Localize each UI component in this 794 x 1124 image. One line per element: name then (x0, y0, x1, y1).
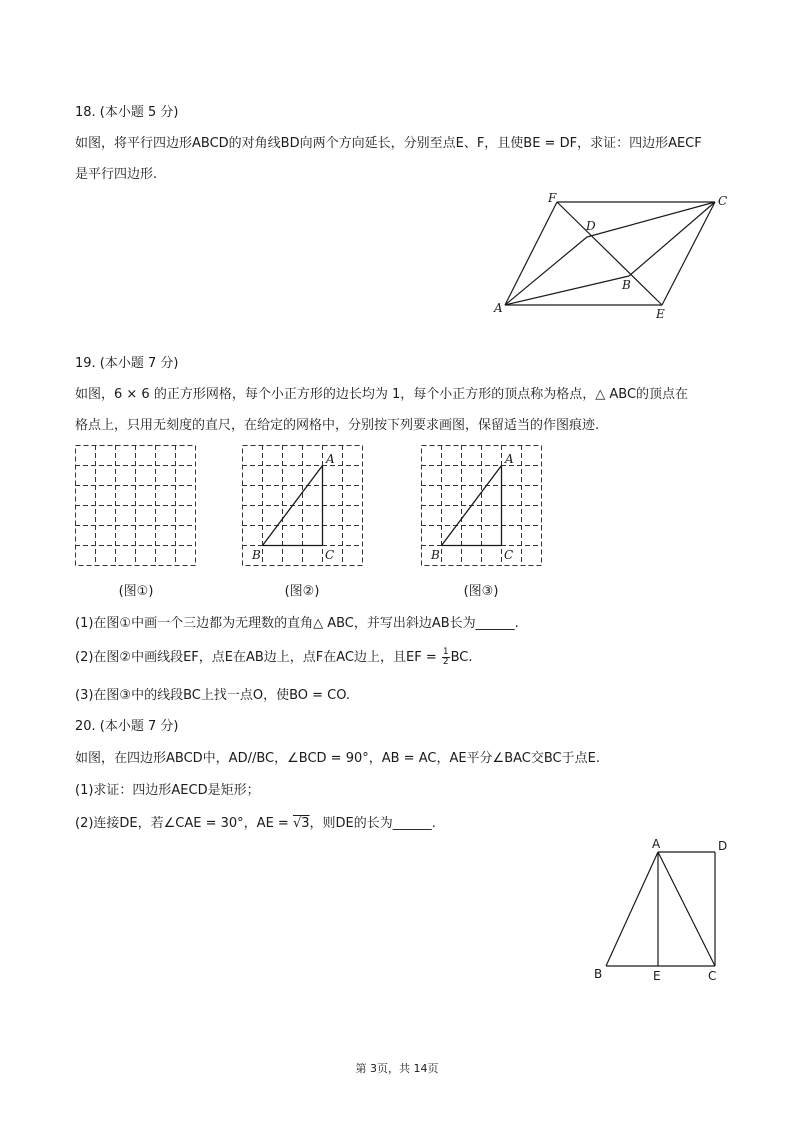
q20-text-line1: 如图，在四边形ABCD中，AD//BC，∠BCD = 90°，AB = AC，AE平分∠BAC交BC于点E. (75, 751, 600, 766)
q19-g3-label-B: B (431, 548, 440, 562)
q19-g3-label-C: C (504, 548, 514, 562)
q18-label-C: C (718, 194, 728, 208)
q18-text-line2: 是平行四边形. (75, 167, 158, 182)
q20-label-B: B (594, 967, 603, 981)
q19-g3-side-AB (442, 466, 502, 546)
q18-text-line1: 如图，将平行四边形ABCD的对角线BD向两个方向延长，分别至点E、F，且使BE = DF，求证：四边形AECF (75, 136, 702, 151)
q19-part2-prefix: (2)在图②中画线段EF，点E在AB边上，点F在AC边上，且EF = (75, 650, 437, 665)
q20-part1: (1)求证：四边形AECD是矩形； (75, 783, 260, 798)
q19-part3: (3)在图③中的线段BC上找一点O，使BO = CO. (75, 688, 351, 703)
q19-fraction (442, 648, 450, 667)
q19-frac-den: 2 (442, 657, 449, 667)
q18-label-F: F (548, 191, 557, 205)
q18-edge-FA (505, 202, 557, 305)
q19-grid-1 (75, 445, 197, 567)
q20-quadrilateral-figure (590, 838, 740, 988)
q18-label-E: E (656, 307, 665, 321)
q20-edge-AB (606, 852, 658, 966)
q19-caption-1: (图①) (118, 584, 154, 599)
q19-caption-3: (图③) (463, 584, 499, 599)
q19-g3-label-A: A (505, 452, 514, 466)
q18-header: 18. (本小题 5 分) (75, 105, 179, 120)
q19-text-line1: 如图，6 × 6 的正方形网格，每个小正方形的边长均为 1，每个小正方形的顶点称为格点，△ ABC的顶点在 (75, 387, 689, 402)
q19-grid-3 (421, 445, 543, 567)
q19-g2-label-C: C (325, 548, 335, 562)
q18-edge-DC (587, 202, 715, 237)
q20-label-D: D (718, 839, 728, 853)
q18-label-D: D (586, 219, 596, 233)
q20-sqrt: √3 (292, 816, 310, 831)
q20-sqrt-value: 3 (301, 816, 310, 831)
q18-edge-EC (662, 202, 715, 305)
page-footer: 第 3页，共 14页 (355, 1062, 439, 1075)
q19-part1: (1)在图①中画一个三边都为无理数的直角△ ABC，并写出斜边AB长为______. (75, 616, 519, 631)
q18-parallelogram-figure (490, 190, 730, 320)
q20-edge-AC (658, 852, 715, 966)
q19-text-line2: 格点上，只用无刻度的直尺，在给定的网格中，分别按下列要求画图，保留适当的作图痕迹. (75, 418, 600, 433)
q19-g2-label-B: B (252, 548, 261, 562)
q20-label-E: E (653, 969, 661, 983)
q19-grid-2 (242, 445, 364, 567)
q18-edge-CB (629, 202, 715, 276)
q20-part2 (75, 815, 436, 833)
q20-part2-prefix: (2)连接DE，若∠CAE = 30°，AE = (75, 816, 289, 831)
q18-edge-BA (505, 276, 629, 305)
q19-caption-2: (图②) (284, 584, 320, 599)
q19-frac-num: 1 (442, 647, 449, 657)
q19-g2-side-AB (263, 466, 323, 546)
q20-label-C: C (708, 969, 717, 983)
q20-label-A: A (652, 837, 661, 851)
q19-part2-suffix: BC. (450, 650, 473, 665)
q19-g2-label-A: A (326, 452, 335, 466)
q19-header: 19. (本小题 7 分) (75, 356, 179, 371)
q18-label-B: B (622, 278, 631, 292)
q18-label-A: A (494, 301, 503, 315)
q19-part2 (75, 648, 473, 667)
q20-header: 20. (本小题 7 分) (75, 719, 179, 734)
q20-part2-suffix: ，则DE的长为______. (309, 816, 436, 831)
